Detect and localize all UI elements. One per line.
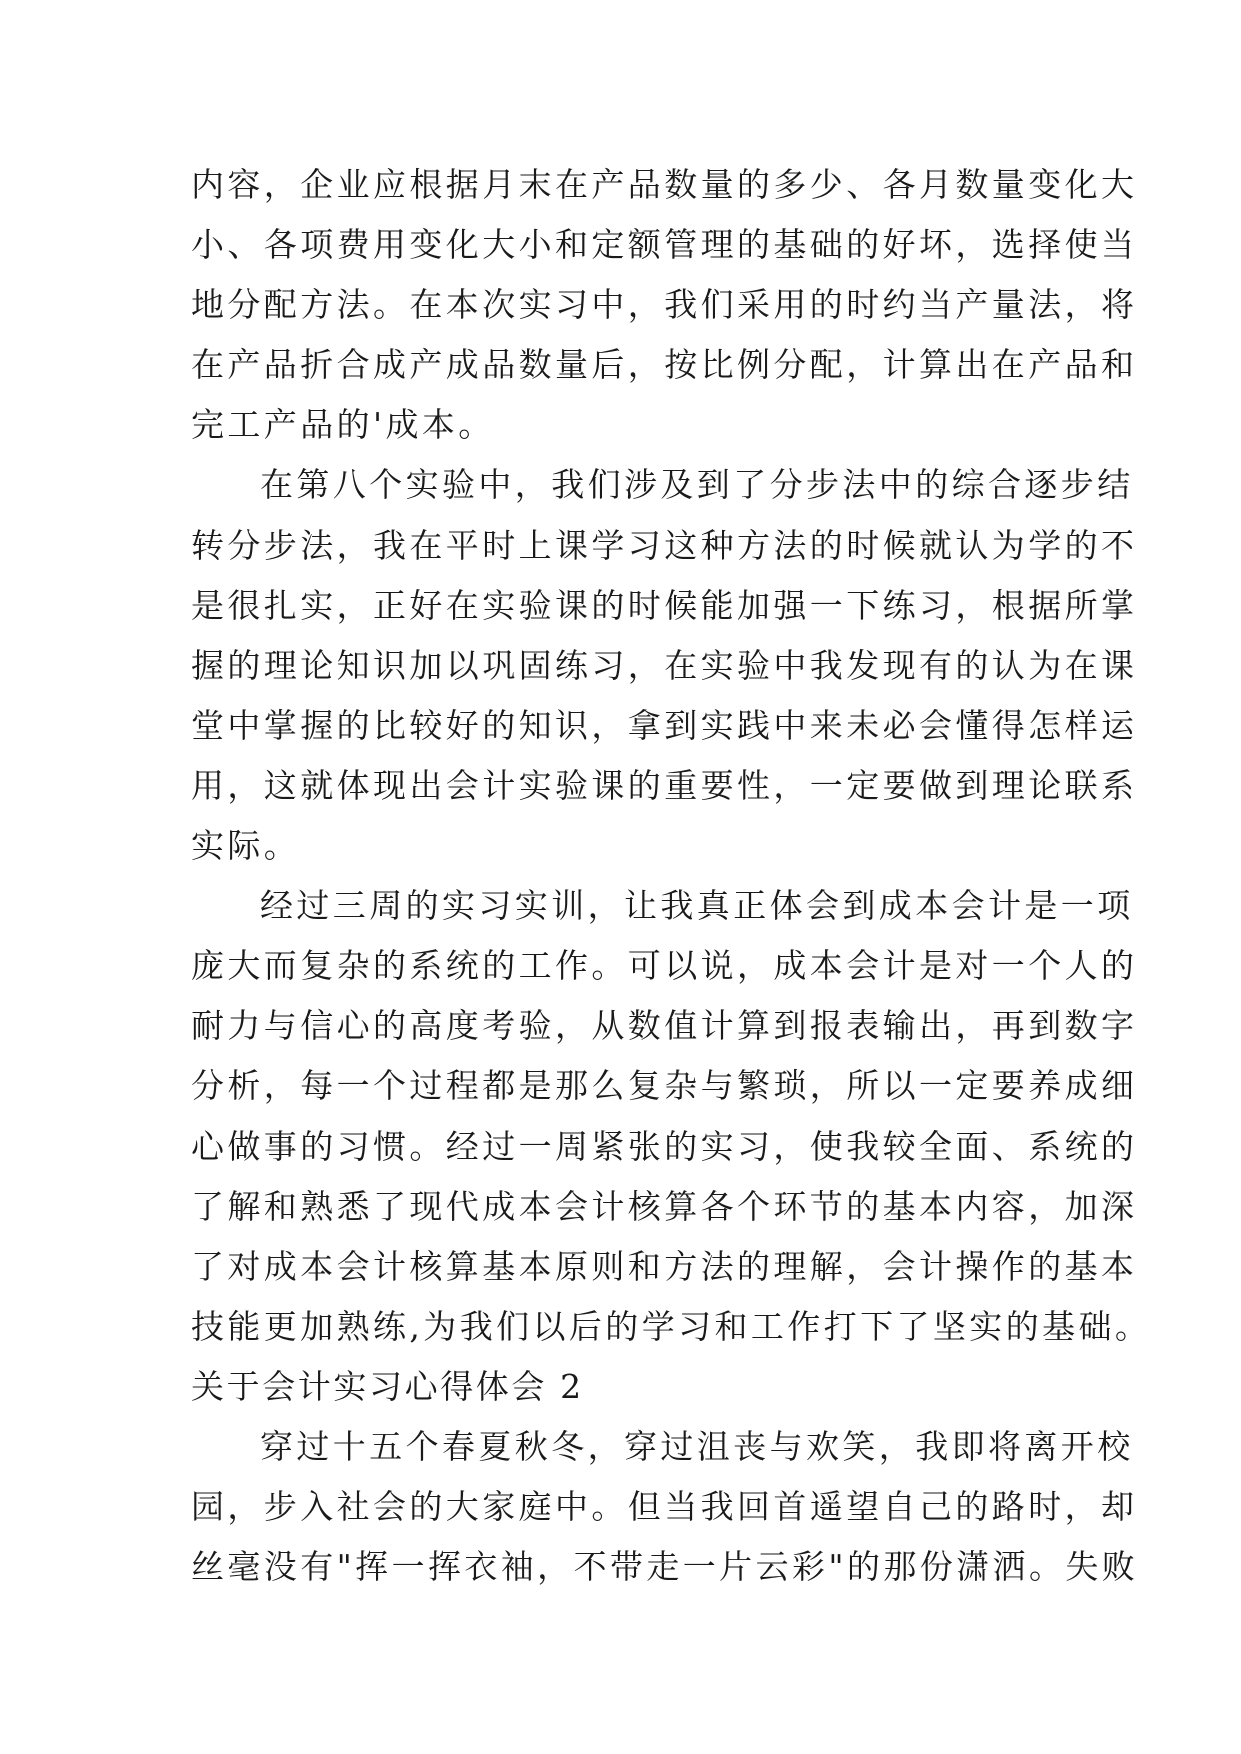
paragraph-first-line: 穿过十五个春夏秋冬，穿过沮丧与欢笑，我即将离开校 bbox=[260, 1426, 1134, 1466]
section-heading: 关于会计实习心得体会 2 bbox=[191, 1366, 584, 1406]
text-line: 是很扎实，正好在实验课的时候能加强一下练习，根据所掌 bbox=[191, 585, 1138, 625]
text-line: 耐力与信心的高度考验，从数值计算到报表输出，再到数字 bbox=[191, 1006, 1138, 1046]
document-body bbox=[191, 155, 1152, 1597]
paragraph-first-line: 经过三周的实习实训，让我真正体会到成本会计是一项 bbox=[260, 886, 1134, 926]
text-line: 握的理论知识加以巩固练习，在实验中我发现有的认为在课 bbox=[191, 645, 1138, 685]
text-line: 地分配方法。在本次实习中，我们采用的时约当产量法，将 bbox=[191, 285, 1138, 325]
text-line: 技能更加熟练,为我们以后的学习和工作打下了坚实的基础。 bbox=[191, 1306, 1152, 1346]
text-line: 在产品折合成产成品数量后，按比例分配，计算出在产品和 bbox=[191, 345, 1138, 385]
text-line: 心做事的习惯。经过一周紧张的实习，使我较全面、系统的 bbox=[191, 1126, 1138, 1166]
text-line: 堂中掌握的比较好的知识，拿到实践中来未必会懂得怎样运 bbox=[191, 705, 1138, 745]
text-line: 丝毫没有"挥一挥衣袖，不带走一片云彩"的那份潇洒。失败 bbox=[191, 1547, 1139, 1587]
text-line: 庞大而复杂的系统的工作。可以说，成本会计是对一个人的 bbox=[191, 946, 1138, 986]
paragraph-first-line: 在第八个实验中，我们涉及到了分步法中的综合逐步结 bbox=[260, 465, 1134, 505]
text-line: 分析，每一个过程都是那么复杂与繁琐，所以一定要养成细 bbox=[191, 1066, 1138, 1106]
text-line: 用，这就体现出会计实验课的重要性，一定要做到理论联系 bbox=[191, 765, 1138, 805]
text-line: 园，步入社会的大家庭中。但当我回首遥望自己的路时，却 bbox=[191, 1487, 1138, 1527]
text-line: 小、各项费用变化大小和定额管理的基础的好坏，选择使当 bbox=[191, 225, 1138, 265]
text-line: 内容，企业应根据月末在产品数量的多少、各月数量变化大 bbox=[191, 165, 1138, 204]
text-line: 实际。 bbox=[191, 826, 301, 866]
text-line: 完工产品的'成本。 bbox=[191, 405, 495, 445]
text-line: 转分步法，我在平时上课学习这种方法的时候就认为学的不 bbox=[191, 525, 1138, 565]
text-line: 了解和熟悉了现代成本会计核算各个环节的基本内容，加深 bbox=[191, 1186, 1138, 1226]
text-line: 了对成本会计核算基本原则和方法的理解，会计操作的基本 bbox=[191, 1246, 1138, 1286]
